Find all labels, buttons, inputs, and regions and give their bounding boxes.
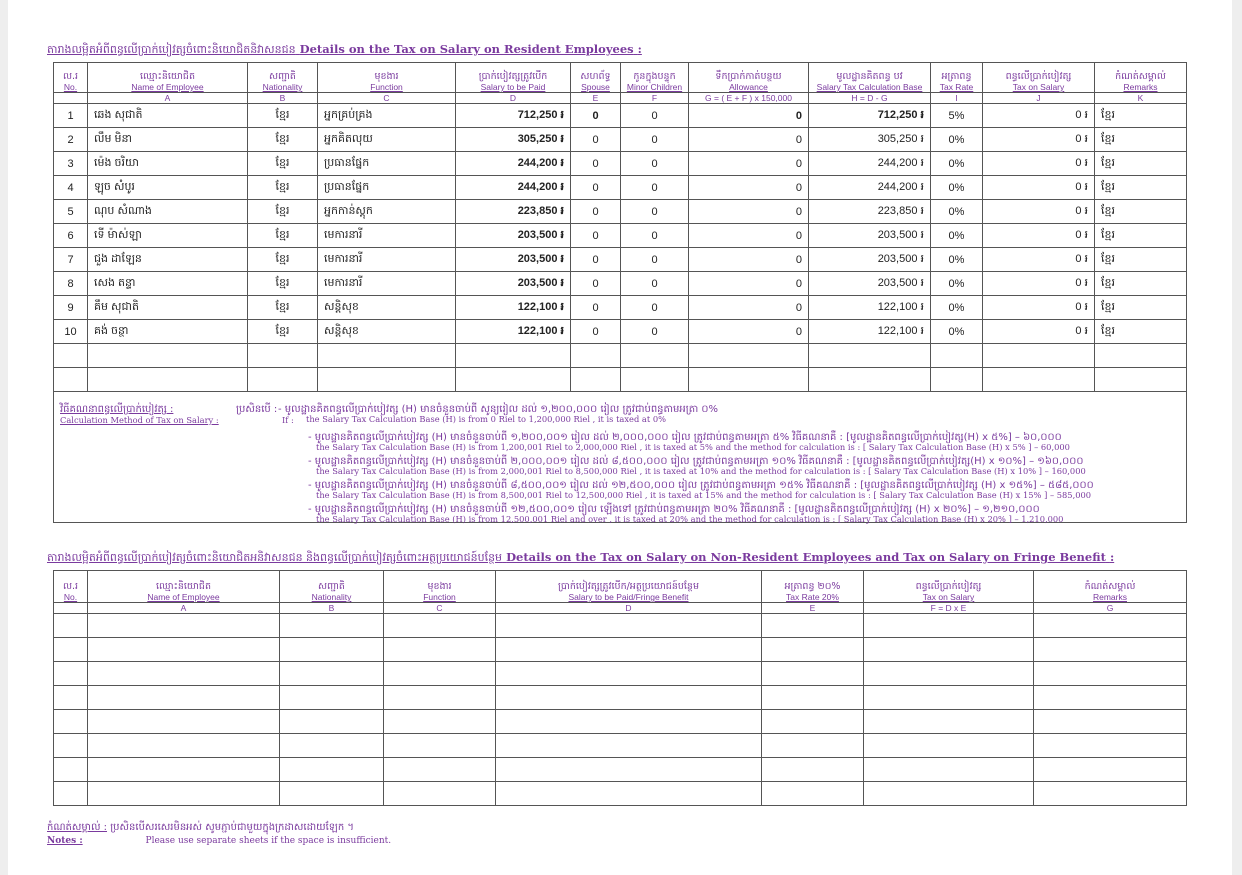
table-row	[54, 320, 1187, 344]
allowance-cell: 0	[689, 104, 809, 128]
remarks-cell: ខ្មែរ	[1095, 128, 1187, 152]
tax-on-salary-cell: 0 ៛	[983, 296, 1095, 320]
tax-rate-cell: 0%	[931, 224, 983, 248]
children-count-cell: 0	[621, 176, 689, 200]
notes-label-kh: កំណត់សម្គាល់ :	[47, 822, 108, 833]
nationality-cell: ខ្មែរ	[248, 176, 318, 200]
nationality-cell: ខ្មែរ	[248, 320, 318, 344]
salary-to-be-paid-cell: 712,250 ៛	[456, 104, 571, 128]
calc-rule-en: the Salary Tax Calculation Base (H) is from 12,500,001 Riel and over , it is taxed at 20% and the method for calculation is : [ Salary Tax Calculation Base (H) x 20% ] – 1,210,000	[316, 514, 1064, 524]
salary-to-be-paid-cell: 305,250 ៛	[456, 128, 571, 152]
section1-header-en: No.	[63, 82, 78, 92]
salary-to-be-paid-cell: 244,200 ៛	[456, 152, 571, 176]
table-row	[54, 200, 1187, 224]
section2-header-kh: ប្រាក់បៀវត្សត្រូវបើក/អត្ថប្រយោជន៍បន្ថែម	[558, 581, 699, 592]
section1-header-en: Spouse	[581, 82, 610, 92]
nationality-cell: ខ្មែរ	[248, 224, 318, 248]
tax-rate-cell: 0%	[931, 320, 983, 344]
section2-header-4	[496, 571, 762, 603]
table2-empty-row	[54, 662, 1187, 686]
section1-column-letter: F	[621, 93, 689, 104]
section1-column-letter: B	[248, 93, 318, 104]
section1-title-kh: តារាងលម្អិតអំពីពន្ធលើប្រាក់បៀវត្សចំពោះនិយោជិតនិវាសនជន	[47, 43, 296, 56]
tax-rate-cell: 0%	[931, 176, 983, 200]
section2-column-letter: F = D x E	[864, 603, 1034, 614]
row-number-cell: 8	[54, 272, 88, 296]
children-count-cell: 0	[621, 152, 689, 176]
section1-header-2	[248, 63, 318, 93]
section2-header-1	[88, 571, 280, 603]
section2-column-letter: D	[496, 603, 762, 614]
allowance-cell: 0	[689, 224, 809, 248]
table-row	[54, 128, 1187, 152]
section1-header-0	[54, 63, 88, 93]
section2-header-6	[864, 571, 1034, 603]
employee-name-cell: លឹម មិនា	[88, 128, 248, 152]
section1-header-kh: មុខងារ	[374, 71, 399, 82]
salary-to-be-paid-cell: 244,200 ៛	[456, 176, 571, 200]
employee-name-cell: ឆេង សុជាតិ	[88, 104, 248, 128]
function-cell: មេការនារី	[318, 224, 456, 248]
tax-calculation-base-cell: 244,200 ៛	[809, 152, 931, 176]
calc-if-kh: ប្រសិនបើ :	[236, 404, 278, 415]
salary-to-be-paid-cell: 203,500 ៛	[456, 248, 571, 272]
section1-header-8	[809, 63, 931, 93]
spouse-count-cell: 0	[571, 104, 621, 128]
spouse-count-cell: 0	[571, 128, 621, 152]
section2-column-letter: B	[280, 603, 384, 614]
section1-header-en: Name of Employee	[131, 82, 204, 92]
table-row	[54, 152, 1187, 176]
salary-to-be-paid-cell: 122,100 ៛	[456, 296, 571, 320]
section1-column-letter: K	[1095, 93, 1187, 104]
employee-name-cell: ឡុច សំបូរ	[88, 176, 248, 200]
section1-header-en: Salary Tax Calculation Base	[816, 82, 923, 92]
section2-header-en: Remarks	[1092, 592, 1127, 602]
section1-header-5	[571, 63, 621, 93]
spouse-count-cell: 0	[571, 320, 621, 344]
calc-rule-4	[308, 478, 1094, 500]
allowance-cell: 0	[689, 272, 809, 296]
table-row	[54, 248, 1187, 272]
section2-header-kh: ល.រ	[62, 581, 79, 592]
function-cell: មេការនារី	[318, 272, 456, 296]
allowance-cell: 0	[689, 320, 809, 344]
section2-header-kh: អត្រាពន្ធ ២០%	[784, 581, 841, 592]
table2-empty-row	[54, 734, 1187, 758]
table1-header-row	[54, 63, 1187, 93]
section2-header-en: Nationality	[311, 592, 352, 602]
calc-rule-3	[308, 454, 1086, 476]
section1-header-11	[1095, 63, 1187, 93]
row-number-cell: 6	[54, 224, 88, 248]
section1-header-7	[689, 63, 809, 93]
nationality-cell: ខ្មែរ	[248, 128, 318, 152]
table2-empty-row	[54, 710, 1187, 734]
section1-header-kh: មូលដ្ឋានគិតពន្ធ បវ	[836, 71, 903, 82]
calc-rule-kh: - មូលដ្ឋានគិតពន្ធលើប្រាក់បៀវត្ស (H) មានចំនួនចាប់ពី ១,២០០,០០១ រៀល ដល់ ២,០០០,០០០ រៀល ត្រូវជាប់ពន្ធតាមអត្រា ៥% វិធីគណនាគឺ : [មូលដ្ឋានគិតពន្ធលើប្រាក់បៀវត្ស(H) x ៥%] – ៦០,០០០	[308, 432, 1062, 443]
allowance-cell: 0	[689, 128, 809, 152]
table1-empty-row	[54, 344, 1187, 368]
remarks-cell: ខ្មែរ	[1095, 296, 1187, 320]
calc-rule-2	[308, 430, 1070, 452]
section2-header-0	[54, 571, 88, 603]
remarks-cell: ខ្មែរ	[1095, 320, 1187, 344]
spouse-count-cell: 0	[571, 272, 621, 296]
allowance-cell: 0	[689, 176, 809, 200]
section1-header-kh: ឈ្មោះនិយោជិត	[140, 71, 195, 82]
tax-on-salary-cell: 0 ៛	[983, 248, 1095, 272]
section2-header-en: Function	[423, 592, 456, 602]
children-count-cell: 0	[621, 200, 689, 224]
section2-column-letter	[54, 603, 88, 614]
tax-calculation-base-cell: 203,500 ៛	[809, 224, 931, 248]
section2-header-3	[384, 571, 496, 603]
remarks-cell: ខ្មែរ	[1095, 104, 1187, 128]
row-number-cell: 4	[54, 176, 88, 200]
section1-header-4	[456, 63, 571, 93]
function-cell: អ្នកកាន់ស្តុក	[318, 200, 456, 224]
function-cell: អ្នកគ្រប់គ្រង	[318, 104, 456, 128]
section1-header-kh: ទឹកប្រាក់កាត់បន្ថយ	[715, 71, 782, 82]
children-count-cell: 0	[621, 272, 689, 296]
section2-header-kh: សញ្ជាតិ	[318, 581, 345, 592]
section1-header-kh: អត្រាពន្ធ	[941, 71, 972, 82]
salary-to-be-paid-cell: 122,100 ៛	[456, 320, 571, 344]
spouse-count-cell: 0	[571, 296, 621, 320]
table2-letters-row	[54, 603, 1187, 614]
table-row	[54, 224, 1187, 248]
nationality-cell: ខ្មែរ	[248, 200, 318, 224]
employee-name-cell: ណុប សំណាង	[88, 200, 248, 224]
function-cell: ប្រធានផ្នែក	[318, 176, 456, 200]
notes-text-kh: ប្រសិនបើសរសេរមិនអស់ សូមភ្ជាប់ជាមួយក្នុងក្រដាសដោយឡែក ។	[110, 822, 354, 833]
tax-rate-cell: 0%	[931, 128, 983, 152]
calc-label-en: Calculation Method of Tax on Salary :	[60, 415, 219, 425]
section2-header-kh: មុខងារ	[427, 581, 452, 592]
row-number-cell: 9	[54, 296, 88, 320]
table2-empty-row	[54, 782, 1187, 806]
section1-column-letter: A	[88, 93, 248, 104]
calc-rule-1	[278, 402, 718, 424]
table2-header-row	[54, 571, 1187, 603]
table2-empty-row	[54, 758, 1187, 782]
row-number-cell: 10	[54, 320, 88, 344]
spouse-count-cell: 0	[571, 248, 621, 272]
table2-empty-row	[54, 686, 1187, 710]
nationality-cell: ខ្មែរ	[248, 248, 318, 272]
section2-header-kh: ឈ្មោះនិយោជិត	[156, 581, 211, 592]
calc-label-kh: វិធីគណនាពន្ធលើប្រាក់បៀវត្ស :	[60, 404, 174, 415]
employee-name-cell: គឹម សុជាតិ	[88, 296, 248, 320]
section2-header-7	[1034, 571, 1187, 603]
remarks-cell: ខ្មែរ	[1095, 176, 1187, 200]
calc-rule-en: the Salary Tax Calculation Base (H) is from 0 Riel to 1,200,000 Riel , it is taxed at 0%	[306, 414, 666, 424]
tax-on-salary-cell: 0 ៛	[983, 176, 1095, 200]
non-resident-employees-table	[53, 570, 1187, 806]
section2-header-en: Tax Rate 20%	[786, 592, 839, 602]
salary-to-be-paid-cell: 223,850 ៛	[456, 200, 571, 224]
section1-header-9	[931, 63, 983, 93]
remarks-cell: ខ្មែរ	[1095, 224, 1187, 248]
row-number-cell: 3	[54, 152, 88, 176]
tax-rate-cell: 0%	[931, 248, 983, 272]
section1-header-1	[88, 63, 248, 93]
tax-on-salary-cell: 0 ៛	[983, 320, 1095, 344]
section2-header-2	[280, 571, 384, 603]
section1-column-letter: E	[571, 93, 621, 104]
calc-rule-en: the Salary Tax Calculation Base (H) is from 2,000,001 Riel to 8,500,000 Riel , it is taxed at 10% and the method for calculation is : [ Salary Tax Calculation Base (H) x 10% ] – 160,000	[316, 466, 1086, 476]
row-number-cell: 1	[54, 104, 88, 128]
tax-on-salary-cell: 0 ៛	[983, 224, 1095, 248]
nationality-cell: ខ្មែរ	[248, 104, 318, 128]
notes	[47, 820, 391, 846]
salary-to-be-paid-cell: 203,500 ៛	[456, 224, 571, 248]
section1-header-en: Remarks	[1123, 82, 1158, 92]
tax-on-salary-cell: 0 ៛	[983, 272, 1095, 296]
section2-header-kh: ពន្ធលើប្រាក់បៀវត្ស	[915, 581, 982, 592]
section2-header-en: Tax on Salary	[922, 592, 975, 602]
calc-rule-en: the Salary Tax Calculation Base (H) is from 8,500,001 Riel to 12,500,000 Riel , it is taxed at 15% and the method for calculation is : [ Salary Tax Calculation Base (H) x 15% ] – 585,000	[316, 490, 1092, 500]
children-count-cell: 0	[621, 128, 689, 152]
calc-rule-en: the Salary Tax Calculation Base (H) is from 1,200,001 Riel to 2,000,000 Riel , it is taxed at 5% and the method for calculation is : [ Salary Tax Calculation Base (H) x 5% ] – 60,000	[316, 442, 1070, 452]
section2-title-kh: តារាងលម្អិតអំពីពន្ធលើប្រាក់បៀវត្សចំពោះនិយោជិតអនិវាសនជន និងពន្ធលើប្រាក់បៀវត្សចំពោះអត្ថប្រយោជន៍បន្ថែម	[47, 551, 503, 564]
section1-header-en: Function	[370, 82, 403, 92]
tax-calculation-base-cell: 122,100 ៛	[809, 296, 931, 320]
calc-rule-5	[308, 502, 1063, 524]
table-row	[54, 296, 1187, 320]
tax-calculation-base-cell: 712,250 ៛	[809, 104, 931, 128]
section1-title-suffix: :	[637, 42, 642, 56]
tax-calculation-base-cell: 203,500 ៛	[809, 248, 931, 272]
section1-header-kh: កូនក្នុងបន្ទុក	[633, 71, 676, 82]
table2-empty-row	[54, 614, 1187, 638]
employee-name-cell: សេង តន្ទា	[88, 272, 248, 296]
section1-header-kh: សហព័ទ្ធ	[580, 71, 611, 82]
nationality-cell: ខ្មែរ	[248, 152, 318, 176]
section1-header-en: Allowance	[729, 82, 768, 92]
tax-on-salary-cell: 0 ៛	[983, 200, 1095, 224]
section1-header-kh: សញ្ជាតិ	[269, 71, 296, 82]
section1-header-kh: ប្រាក់បៀវត្សត្រូវបើក	[478, 71, 548, 82]
section1-title	[47, 42, 642, 59]
section1-column-letter: J	[983, 93, 1095, 104]
children-count-cell: 0	[621, 296, 689, 320]
children-count-cell: 0	[621, 248, 689, 272]
section2-header-en: No.	[63, 592, 78, 602]
section2-column-letter: C	[384, 603, 496, 614]
section2-header-en: Salary to be Paid/Fringe Benefit	[568, 592, 689, 602]
section1-header-10	[983, 63, 1095, 93]
tax-on-salary-cell: 0 ៛	[983, 152, 1095, 176]
section1-column-letter: D	[456, 93, 571, 104]
section1-title-en: Details on the Tax on Salary on Resident Employees	[299, 42, 634, 56]
salary-to-be-paid-cell: 203,500 ៛	[456, 272, 571, 296]
section2-header-5	[762, 571, 864, 603]
tax-calculation-base-cell: 244,200 ៛	[809, 176, 931, 200]
table2-empty-row	[54, 638, 1187, 662]
section2-header-kh: កំណត់សម្គាល់	[1084, 581, 1136, 592]
section1-column-letter: H = D - G	[809, 93, 931, 104]
remarks-cell: ខ្មែរ	[1095, 272, 1187, 296]
spouse-count-cell: 0	[571, 176, 621, 200]
section2-column-letter: A	[88, 603, 280, 614]
calc-rule-kh: - មូលដ្ឋានគិតពន្ធលើប្រាក់បៀវត្ស (H) មានចំនួនចាប់ពី ១២,៥០០,០០១ រៀល ឡើងទៅ ត្រូវជាប់ពន្ធតាមអត្រា ២០% វិធីគណនាគឺ : [មូលដ្ឋានគិតពន្ធលើប្រាក់បៀវត្ស (H) x ២០%] – ១,២១០,០០០	[308, 504, 1040, 515]
tax-calculation-base-cell: 305,250 ៛	[809, 128, 931, 152]
row-number-cell: 2	[54, 128, 88, 152]
notes-text-en: Please use separate sheets if the space is insufficient.	[145, 836, 392, 846]
row-number-cell: 5	[54, 200, 88, 224]
section1-header-en: Nationality	[262, 82, 303, 92]
employee-name-cell: គង់ ចន្ថា	[88, 320, 248, 344]
section1-header-6	[621, 63, 689, 93]
section1-header-kh: ល.រ	[62, 71, 79, 82]
section2-column-letter: G	[1034, 603, 1187, 614]
allowance-cell: 0	[689, 296, 809, 320]
children-count-cell: 0	[621, 104, 689, 128]
section1-header-en: Salary to be Paid	[480, 82, 546, 92]
allowance-cell: 0	[689, 248, 809, 272]
section2-header-en: Name of Employee	[147, 592, 220, 602]
children-count-cell: 0	[621, 320, 689, 344]
tax-rate-cell: 0%	[931, 272, 983, 296]
section1-header-en: Tax Rate	[939, 82, 974, 92]
remarks-cell: ខ្មែរ	[1095, 152, 1187, 176]
section1-header-kh: ពន្ធលើប្រាក់បៀវត្ស	[1005, 71, 1072, 82]
calc-rule-kh: - មូលដ្ឋានគិតពន្ធលើប្រាក់បៀវត្ស (H) មានចំនួនចាប់ពី សូន្យរៀល ដល់ ១,២០០,០០០ រៀល ត្រូវជាប់ពន្ធតាមអត្រា ០%	[278, 404, 719, 415]
tax-rate-cell: 5%	[931, 104, 983, 128]
spouse-count-cell: 0	[571, 200, 621, 224]
employee-name-cell: ជួង ដាឡែន	[88, 248, 248, 272]
remarks-cell: ខ្មែរ	[1095, 200, 1187, 224]
section1-header-kh: កំណត់សម្គាល់	[1115, 71, 1166, 82]
function-cell: សន្តិសុខ	[318, 320, 456, 344]
table-row	[54, 272, 1187, 296]
employee-name-cell: ម៉េង ចរិយា	[88, 152, 248, 176]
tax-on-salary-cell: 0 ៛	[983, 104, 1095, 128]
notes-label-en: Notes :	[47, 836, 83, 846]
section2-title-suffix: :	[1109, 550, 1115, 564]
spouse-count-cell: 0	[571, 152, 621, 176]
tax-calculation-base-cell: 203,500 ៛	[809, 272, 931, 296]
section1-column-letter: I	[931, 93, 983, 104]
calc-rule-kh: - មូលដ្ឋានគិតពន្ធលើប្រាក់បៀវត្ស (H) មានចំនួនចាប់ពី ៨,៥០០,០០១ រៀល ដល់ ១២,៥០០,០០០ រៀល ត្រូវជាប់ពន្ធតាមអត្រា ១៥% វិធីគណនាគឺ : [មូលដ្ឋានគិតពន្ធលើប្រាក់បៀវត្ស (H) x ១៥%] – ៥៨៥,០០០	[308, 480, 1094, 491]
section2-title	[47, 550, 1114, 567]
row-number-cell: 7	[54, 248, 88, 272]
calculation-method	[60, 402, 1198, 530]
function-cell: អ្នកគិតលុយ	[318, 128, 456, 152]
function-cell: សន្តិសុខ	[318, 296, 456, 320]
tax-rate-cell: 0%	[931, 296, 983, 320]
tax-rate-cell: 0%	[931, 200, 983, 224]
section1-header-en: Tax on Salary	[1012, 82, 1065, 92]
table-row	[54, 104, 1187, 128]
employee-name-cell: ទើ ម៉ាស់ឡា	[88, 224, 248, 248]
section2-column-letter: E	[762, 603, 864, 614]
allowance-cell: 0	[689, 152, 809, 176]
section1-column-letter: C	[318, 93, 456, 104]
section2-title-en: Details on the Tax on Salary on Non-Resident Employees and Tax on Salary on Fringe Benefit	[506, 550, 1106, 564]
children-count-cell: 0	[621, 224, 689, 248]
section1-header-3	[318, 63, 456, 93]
nationality-cell: ខ្មែរ	[248, 296, 318, 320]
spouse-count-cell: 0	[571, 224, 621, 248]
section1-header-en: Minor Children	[626, 82, 683, 92]
calc-rule-kh: - មូលដ្ឋានគិតពន្ធលើប្រាក់បៀវត្ស (H) មានចំនួនចាប់ពី ២,០០០,០០១ រៀល ដល់ ៨,៥០០,០០០ រៀល ត្រូវជាប់ពន្ធតាមអត្រា ១០% វិធីគណនាគឺ : [មូលដ្ឋានគិតពន្ធលើប្រាក់បៀវត្ស(H) x ១០%] – ១៦០,០០០	[308, 456, 1084, 467]
tax-form-page	[8, 0, 1232, 875]
section1-column-letter: G = ( E + F ) x 150,000	[689, 93, 809, 104]
section1-column-letter	[54, 93, 88, 104]
function-cell: ប្រធានផ្នែក	[318, 152, 456, 176]
nationality-cell: ខ្មែរ	[248, 272, 318, 296]
tax-calculation-base-cell: 223,850 ៛	[809, 200, 931, 224]
allowance-cell: 0	[689, 200, 809, 224]
remarks-cell: ខ្មែរ	[1095, 248, 1187, 272]
tax-rate-cell: 0%	[931, 152, 983, 176]
tax-on-salary-cell: 0 ៛	[983, 128, 1095, 152]
tax-calculation-base-cell: 122,100 ៛	[809, 320, 931, 344]
table1-letters-row	[54, 93, 1187, 104]
function-cell: មេការនារី	[318, 248, 456, 272]
table-row	[54, 176, 1187, 200]
table1-empty-row	[54, 368, 1187, 392]
calc-if-en: If :	[282, 415, 294, 425]
